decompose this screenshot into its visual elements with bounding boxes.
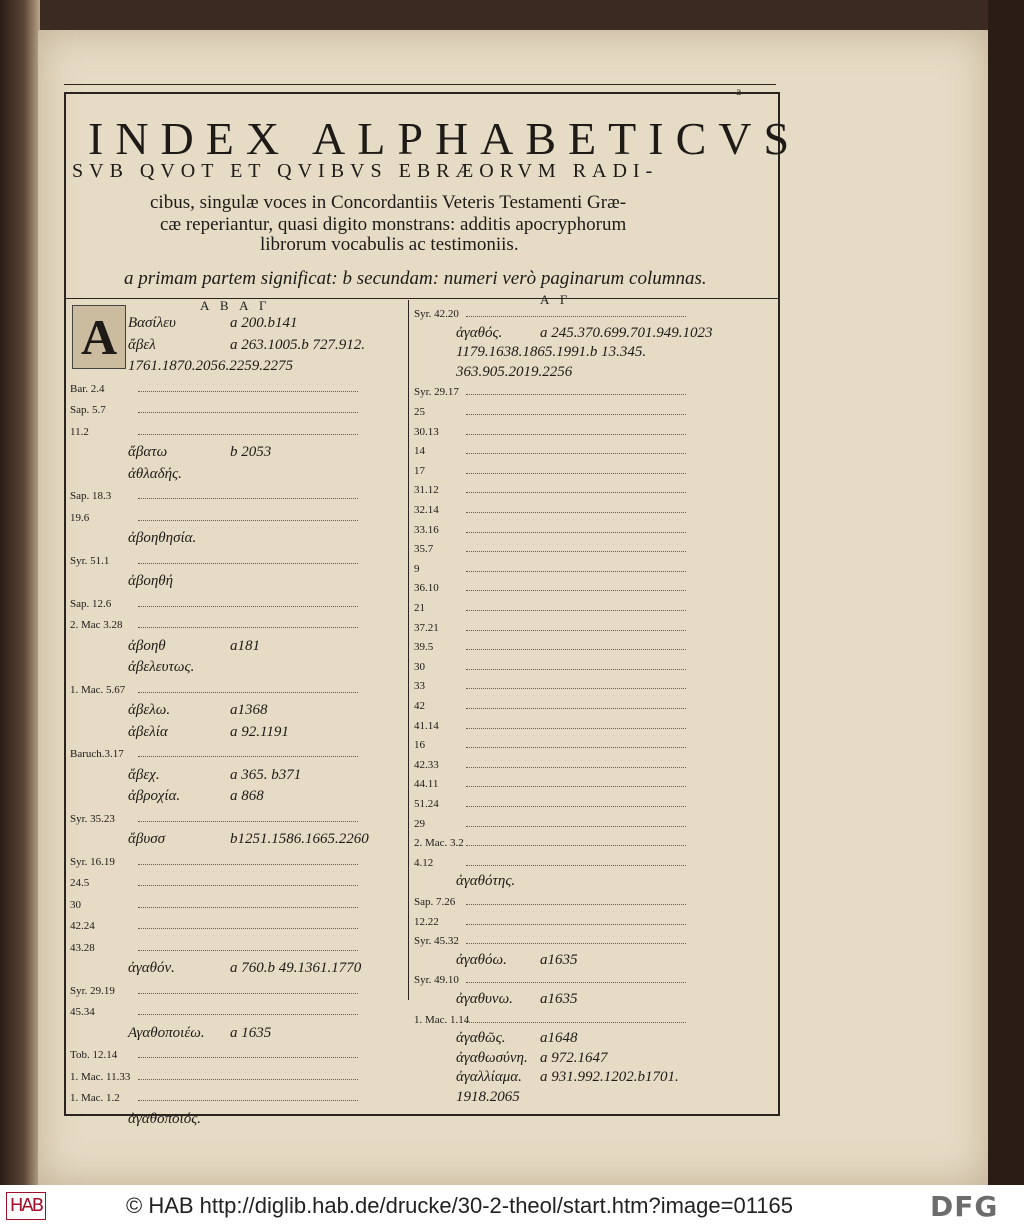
left-citation-text: [138, 598, 358, 607]
left-headword: ἄβεχ.: [128, 766, 160, 783]
source-credit: © HAB http://diglib.hab.de/drucke/30-2-theol/start.htm?image=01165: [126, 1193, 794, 1218]
right-citation-text: [466, 974, 686, 983]
title-line-2: cæ reperiantur, quasi digito monstrans: additis apocryphorum: [160, 214, 627, 235]
right-page-numbers: a 972.1647: [540, 1049, 608, 1066]
left-ref: Syr. 16.19: [70, 855, 115, 868]
left-ref: 1. Mac. 5.67: [70, 683, 126, 696]
right-ref: 33: [414, 680, 425, 693]
right-citation-text: [466, 386, 686, 395]
right-citation-text: [466, 563, 686, 572]
right-page-numbers: a1635: [540, 951, 578, 968]
left-ref: Syr. 29.19: [70, 984, 115, 997]
right-ref: 21: [414, 602, 425, 614]
right-citation-text: [466, 445, 686, 454]
right-citation-text: [466, 778, 686, 787]
right-citation-text: [466, 739, 686, 748]
left-citation-text: [138, 856, 358, 865]
left-headword: ἀβοηθ: [128, 637, 166, 654]
right-citation-text: [466, 680, 686, 689]
left-ref: Syr. 35.23: [70, 812, 115, 825]
page-mark: a: [736, 84, 742, 98]
right-citation-text: [466, 504, 686, 513]
right-citation-text: [466, 935, 686, 944]
right-citation-text: [466, 857, 686, 866]
right-citation-text: [466, 582, 686, 591]
right-ref: 30.13: [414, 425, 439, 438]
frame-top-rule: [64, 84, 776, 85]
left-headword: ἀβοηθή: [128, 573, 174, 589]
left-page-numbers: a 868: [230, 788, 264, 804]
right-citation-text: [466, 896, 686, 905]
right-page-numbers: 1918.2065: [456, 1089, 520, 1105]
book-spine: [0, 0, 40, 1185]
left-headword: ἄβυσσ: [128, 831, 166, 847]
left-ref: Sap. 5.7: [70, 404, 106, 416]
left-headword: Βασίλευ: [128, 315, 176, 331]
right-ref: 36.10: [414, 582, 439, 595]
left-headword: ἀβελω.: [128, 702, 171, 718]
dfg-logo: DFG: [930, 1190, 999, 1223]
right-page-numbers: 363.905.2019.2256: [456, 363, 573, 380]
page-subtitle: SVB QVOT ET QVIBVS EBRÆORVM RADI-: [72, 160, 659, 182]
left-ref: Tob. 12.14: [70, 1049, 118, 1061]
left-headword: ἀβροχία.: [128, 788, 181, 804]
right-ref: 44.11: [414, 778, 439, 791]
left-headword: ἀβοηθησία.: [128, 530, 197, 546]
left-page-numbers: a181: [230, 637, 260, 654]
left-page-numbers: 1761.1870.2056.2259.2275: [128, 358, 293, 374]
right-citation-text: [466, 622, 686, 631]
right-citation-text: [466, 661, 686, 670]
right-citation-text: [466, 818, 686, 827]
left-page-numbers: b 2053: [230, 444, 272, 460]
right-ref: 30: [414, 660, 425, 673]
explanation-line: a primam partem significat: b secundam: numeri verò paginarum columnas.: [124, 268, 707, 289]
left-headword: ἄβατω: [128, 444, 168, 460]
right-ref: 42.33: [414, 758, 439, 771]
right-headword: ἀγαλλίαμα.: [456, 1069, 522, 1086]
left-citation-text: [138, 684, 358, 693]
left-ref: Sap. 12.6: [70, 597, 112, 610]
right-ref: 29: [414, 817, 425, 830]
left-page-numbers: a 365. b371: [230, 766, 302, 783]
left-citation-text: [138, 942, 358, 951]
left-ref: Bar. 2.4: [70, 382, 105, 395]
right-citation-text: [466, 916, 686, 925]
right-citation-text: [466, 543, 686, 552]
right-ref: Syr. 49.10: [414, 974, 459, 987]
left-citation-text: [138, 619, 358, 628]
left-column-heading: Α Β Α Γ: [200, 298, 271, 313]
right-page-numbers: a1648: [540, 1030, 578, 1047]
left-citation-text: [138, 985, 358, 994]
left-ref: 1. Mac. 11.33: [70, 1070, 131, 1083]
right-column-heading: Α Γ: [540, 292, 572, 307]
left-page-numbers: a1368: [230, 702, 268, 718]
right-citation-text: [466, 484, 686, 493]
left-citation-text: [138, 383, 358, 392]
right-ref: 39.5: [414, 641, 434, 654]
right-ref: 51.24: [414, 798, 439, 810]
left-ref: 19.6: [70, 511, 90, 524]
left-ref: 11.2: [70, 425, 89, 438]
left-page-numbers: a 200.b141: [230, 315, 298, 331]
right-ref: 2. Mac. 3.2: [414, 837, 464, 850]
right-citation-text: [466, 1014, 686, 1023]
left-citation-text: [138, 490, 358, 499]
left-ref: 1. Mac. 1.2: [70, 1092, 120, 1104]
left-ref: 30: [70, 898, 81, 911]
left-citation-text: [138, 877, 358, 886]
right-citation-text: [466, 406, 686, 415]
right-headword: ἀγαθόω.: [456, 951, 507, 968]
right-ref: Syr. 45.32: [414, 935, 459, 948]
left-citation-text: [138, 404, 358, 413]
left-citation-text: [138, 1049, 358, 1058]
hab-logo-icon: HAB: [6, 1192, 46, 1220]
right-citation-text: [466, 426, 686, 435]
left-ref: 24.5: [70, 877, 90, 889]
title-line-3: librorum vocabulis ac testimoniis.: [260, 234, 519, 255]
left-citation-text: [138, 555, 358, 564]
left-headword: ἀθλαδής.: [128, 465, 182, 482]
right-headword: ἀγαθός.: [456, 324, 503, 341]
right-citation-text: [466, 465, 686, 474]
title-line-1: cibus, singulæ voces in Concordantiis Veteris Testamenti Græ-: [150, 192, 627, 213]
page-edge-shadow: [988, 0, 1024, 1185]
left-page-numbers: b1251.1586.1665.2260: [230, 831, 369, 847]
right-page-numbers: a 931.992.1202.b1701.: [540, 1069, 679, 1086]
right-ref: 1. Mac. 1.14: [414, 1013, 470, 1026]
left-page-numbers: a 760.b 49.1361.1770: [230, 960, 362, 976]
left-page-numbers: a 92.1191: [230, 723, 289, 740]
left-headword: ἀγαθοποιός.: [128, 1110, 202, 1127]
right-headword: ἀγαθυνω.: [456, 991, 513, 1007]
right-citation-text: [466, 641, 686, 650]
right-ref: 25: [414, 406, 425, 418]
right-headword: ἀγαθῶς.: [456, 1030, 506, 1047]
right-page-numbers: a 245.370.699.701.949.1023: [540, 324, 713, 341]
right-page-numbers: 1179.1638.1865.1991.b 13.345.: [456, 344, 647, 361]
right-ref: 16: [414, 739, 425, 752]
right-citation-text: [466, 700, 686, 709]
left-citation-text: [138, 813, 358, 822]
left-headword: ἄβελ: [128, 336, 156, 353]
left-headword: ἀβελευτως.: [128, 659, 195, 675]
left-ref: Baruch.3.17: [70, 748, 124, 760]
left-ref: Syr. 51.1: [70, 554, 110, 567]
left-headword: Αγαθοποιέω.: [128, 1024, 205, 1041]
right-headword: ἀγαθότης.: [456, 873, 516, 890]
right-citation-text: [466, 308, 686, 317]
right-ref: 4.12: [414, 856, 434, 869]
left-citation-text: [138, 899, 358, 908]
left-page-numbers: a 1635: [230, 1024, 272, 1041]
left-ref: 42.24: [70, 920, 95, 932]
right-ref: 32.14: [414, 504, 439, 516]
left-citation-text: [138, 1006, 358, 1015]
right-ref: 31.12: [414, 484, 439, 497]
right-ref: 9: [414, 562, 420, 575]
right-ref: Sap. 7.26: [414, 896, 456, 908]
left-ref: 2. Mac 3.28: [70, 619, 123, 631]
left-page-numbers: a 263.1005.b 727.912.: [230, 336, 365, 353]
right-ref: 33.16: [414, 523, 439, 536]
right-ref: 17: [414, 464, 425, 477]
right-ref: 35.7: [414, 543, 434, 556]
right-citation-text: [466, 720, 686, 729]
right-headword: ἀγαθωσύνη.: [456, 1049, 528, 1066]
right-ref: 14: [414, 445, 425, 458]
right-citation-text: [466, 759, 686, 768]
right-ref: Syr. 42.20: [414, 308, 459, 320]
header-rule: [64, 298, 778, 299]
right-citation-text: [466, 602, 686, 611]
left-ref: 43.28: [70, 941, 95, 954]
right-ref: 12.22: [414, 915, 439, 928]
left-citation-text: [138, 920, 358, 929]
right-citation-text: [466, 798, 686, 807]
left-headword: ἀβελία: [128, 723, 168, 740]
left-citation-text: [138, 1071, 358, 1080]
right-citation-text: [466, 524, 686, 533]
left-ref: 45.34: [70, 1006, 95, 1018]
left-citation-text: [138, 1092, 358, 1101]
decorated-initial: A: [72, 305, 126, 369]
left-citation-text: [138, 748, 358, 757]
left-citation-text: [138, 426, 358, 435]
right-ref: Syr. 29.17: [414, 386, 459, 399]
left-citation-text: [138, 512, 358, 521]
right-page-numbers: a1635: [540, 991, 578, 1007]
right-ref: 37.21: [414, 621, 439, 634]
page-title: INDEX ALPHABETICVS: [88, 113, 802, 164]
right-ref: 42: [414, 700, 425, 712]
left-ref: Sap. 18.3: [70, 490, 112, 502]
right-ref: 41.14: [414, 719, 439, 732]
column-divider: [408, 300, 409, 1000]
right-citation-text: [466, 837, 686, 846]
left-headword: ἀγαθόν.: [128, 960, 175, 976]
